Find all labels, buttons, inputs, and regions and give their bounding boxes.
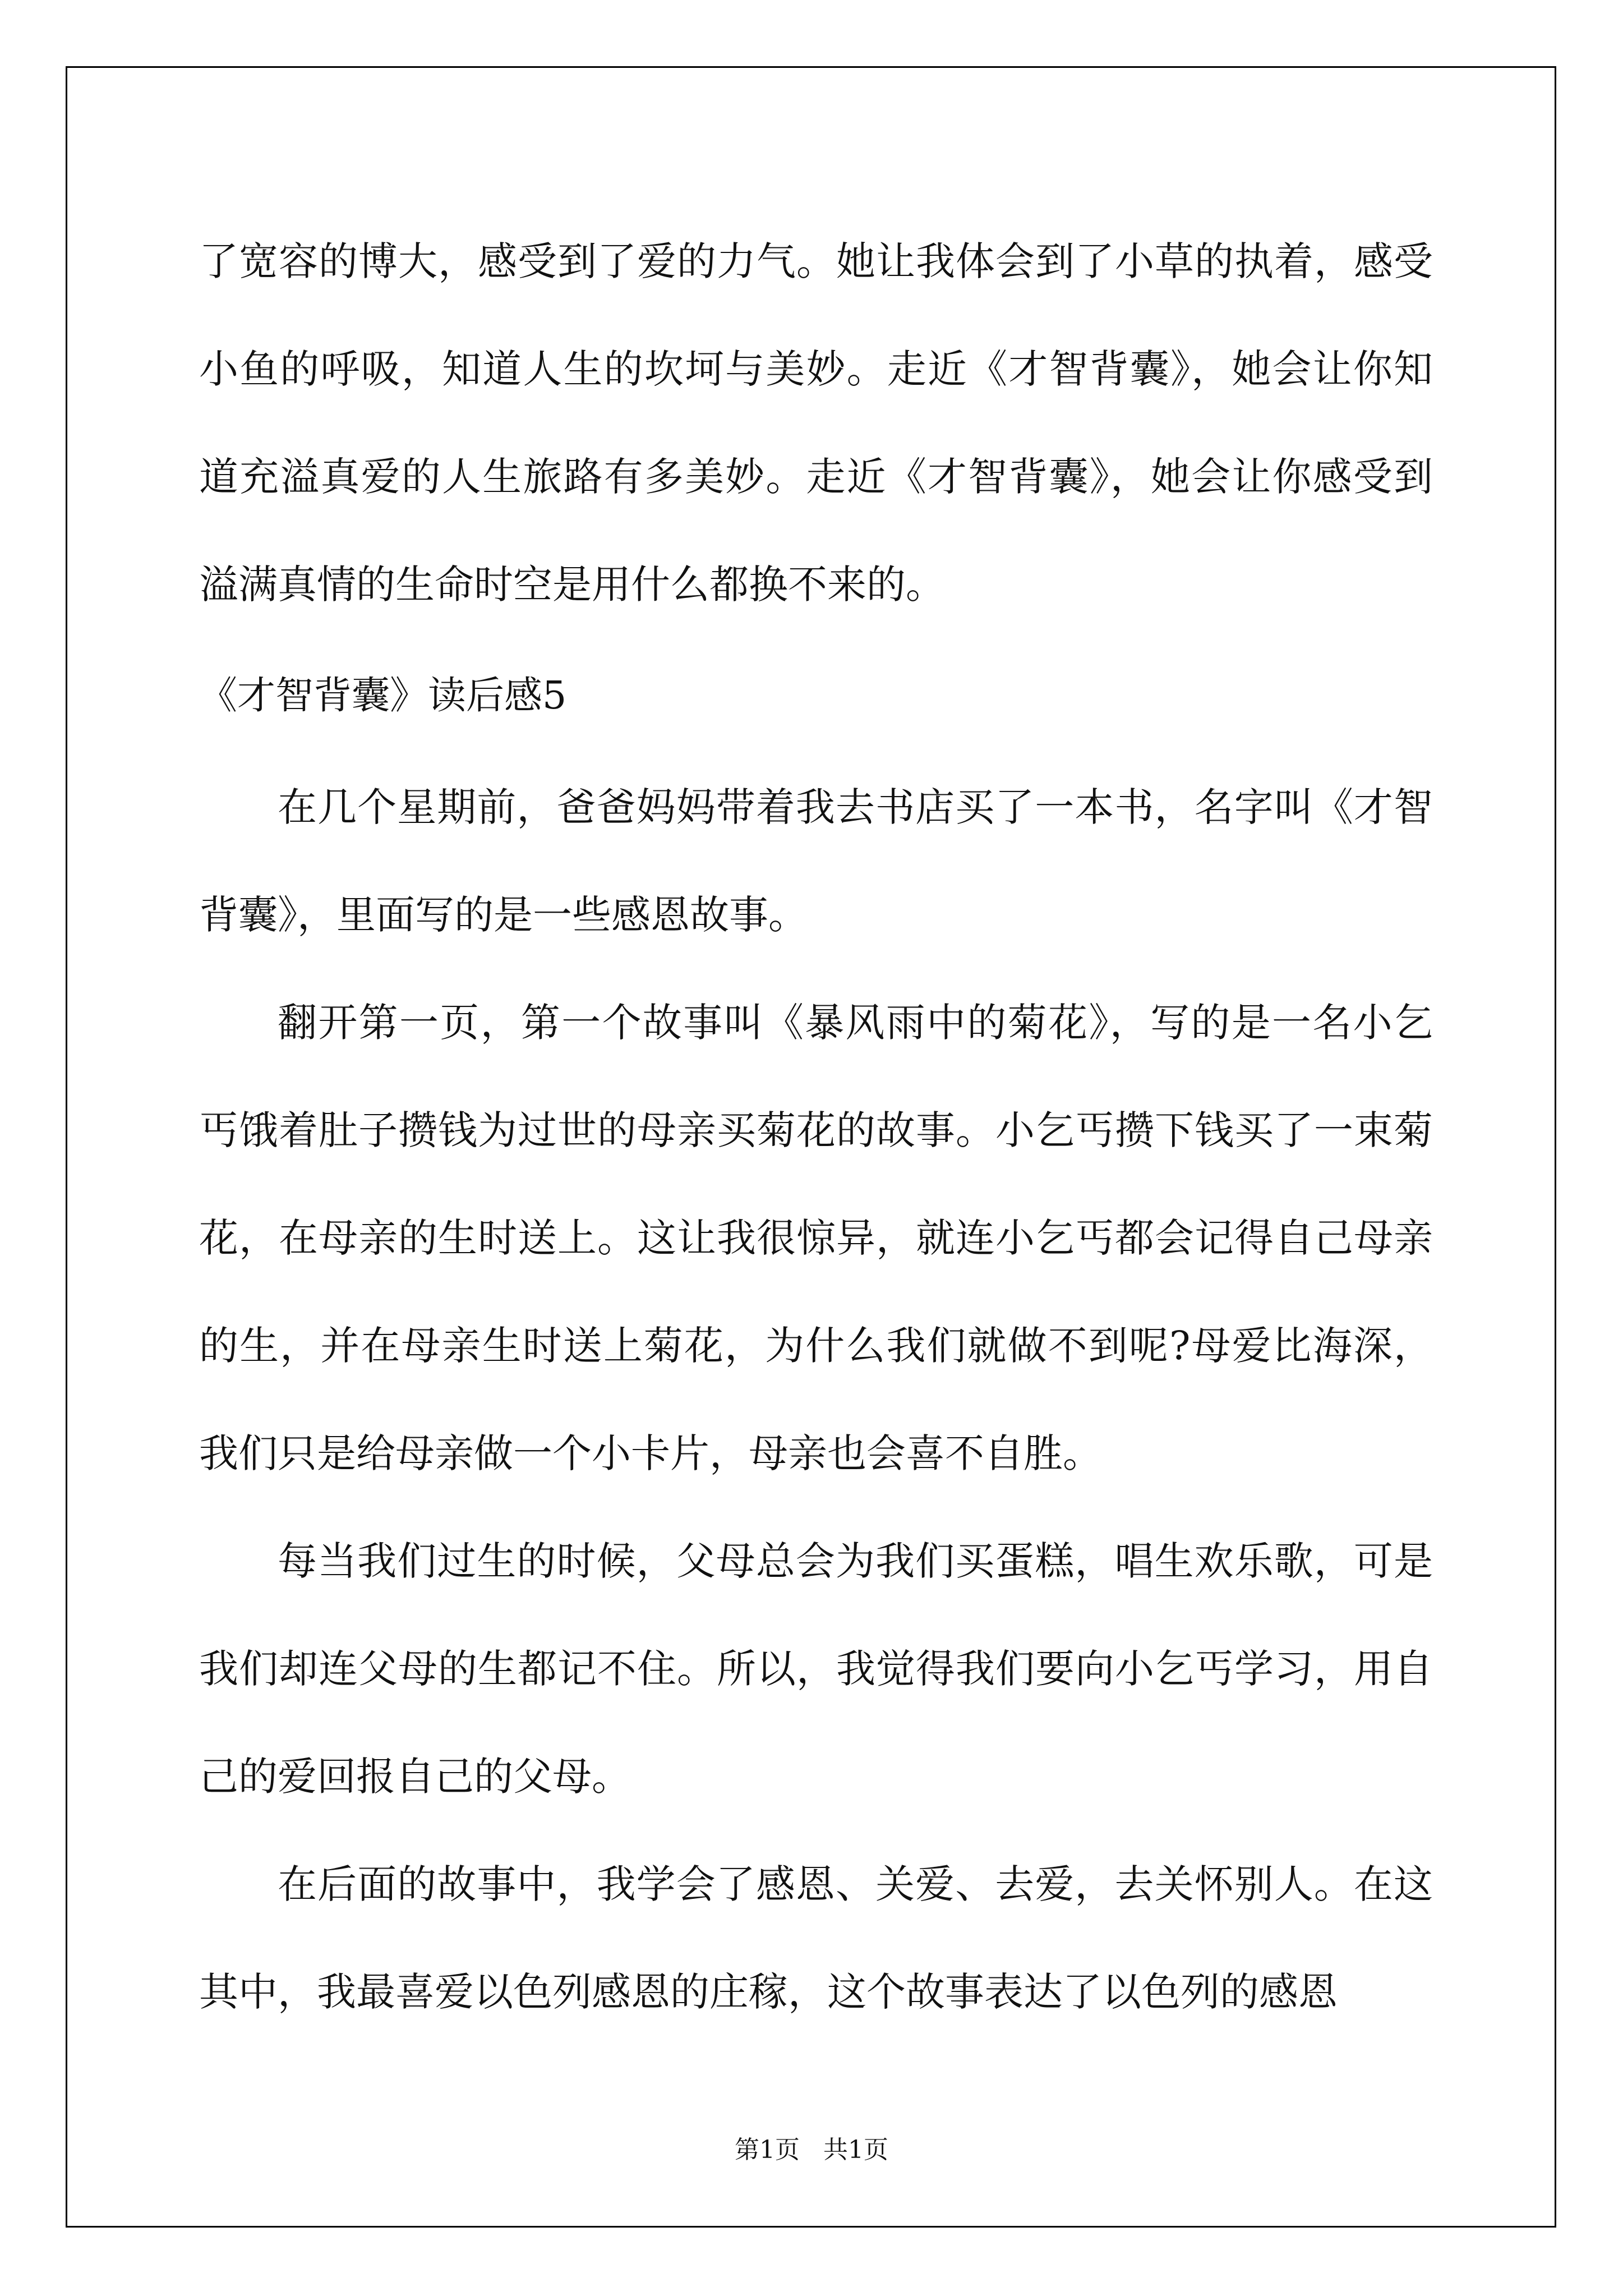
paragraph: 在后面的故事中，我学会了感恩、关爱、去爱，去关怀别人。在这其中，我最喜爱以色列感恩的庄稼，这个故事表达了以色列的感恩 [199,1861,1433,2015]
paragraph: 翻开第一页，第一个故事叫《暴风雨中的菊花》，写的是一名小乞丐饿着肚子攒钱为过世的母亲买菊花的故事。小乞丐攒下钱买了一束菊花，在母亲的生时送上。这让我很惊异，就连小乞丐都会记得自己母亲的生，并在母亲生时送上菊花，为什么我们就做不到呢?母爱比海深，我们只是给母亲做一个小卡片，母亲也会喜不自胜。 [199,1000,1433,1476]
paragraph: 每当我们过生的时候，父母总会为我们买蛋糕，唱生欢乐歌，可是我们却连父母的生都记不住。所以，我觉得我们要向小乞丐学习，用自己的爱回报自己的父母。 [199,1538,1433,1800]
paragraph-continuation: 了宽容的博大，感受到了爱的力气。她让我体会到了小草的执着，感受小鱼的呼吸，知道人生的坎坷与美妙。走近《才智背囊》，她会让你知道充溢真爱的人生旅路有多美妙。走近《才智背囊》，她会让你感受到溢满真情的生命时空是用什么都换不来的。 [199,238,1433,608]
section-heading: 《才智背囊》读后感5 [199,674,567,718]
page-footer: 第1页 共1页 [735,2136,888,2164]
paragraph: 在几个星期前，爸爸妈妈带着我去书店买了一本书，名字叫《才智背囊》，里面写的是一些感恩故事。 [199,784,1433,938]
document-body [199,208,1433,2046]
